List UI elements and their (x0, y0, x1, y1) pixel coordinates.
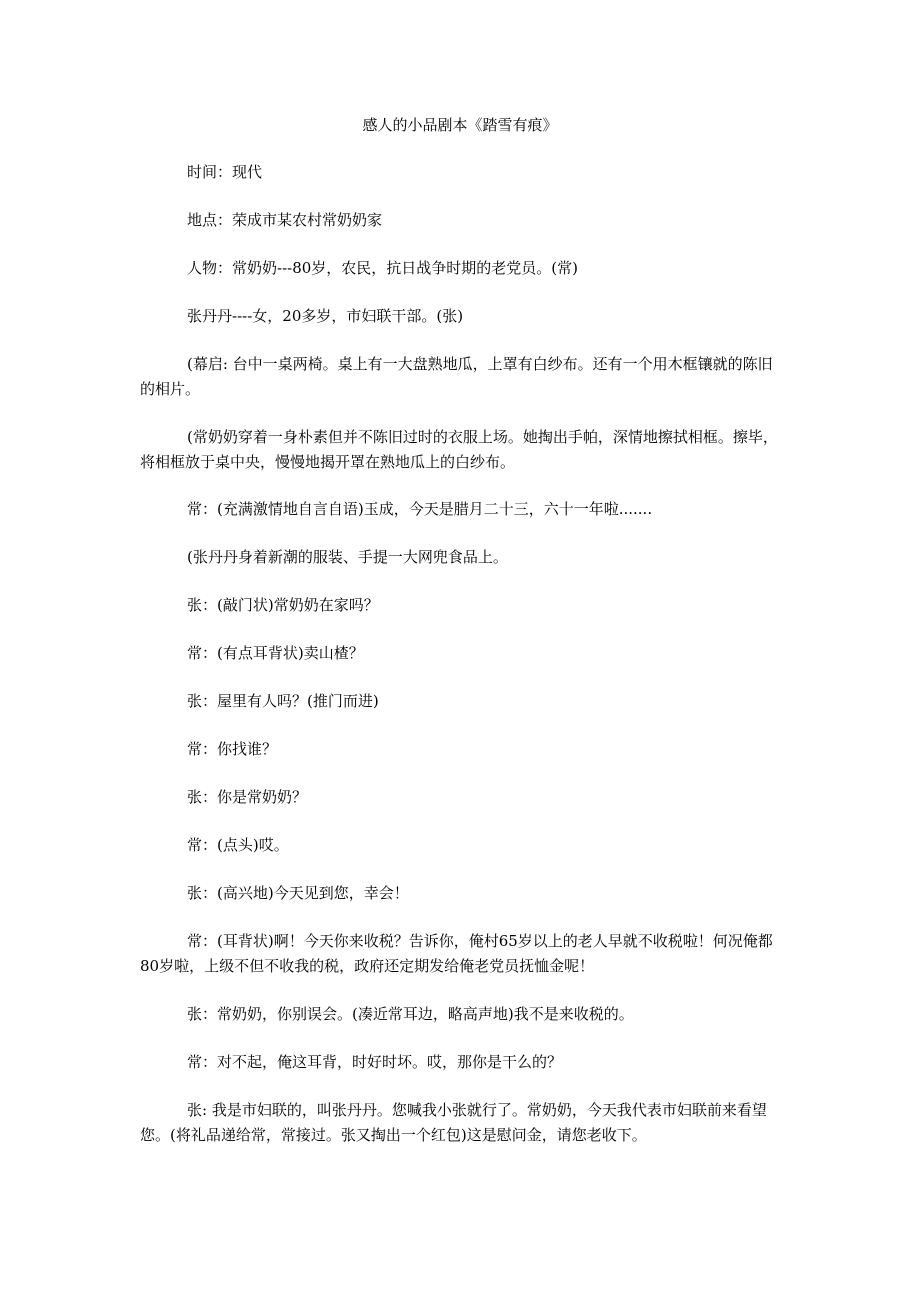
dialogue-line: 张：(敲门状)常奶奶在家吗？ (187, 596, 379, 614)
dialogue-line: 张：(高兴地)今天见到您，幸会！ (187, 884, 409, 902)
dialogue-line: 张: 我是市妇联的，叫张丹丹。您喊我小张就行了。常奶奶，今天我代表市妇联前来看望您。(将礼品递给常，常接过。张又掏出一个红包)这是慰问金，请您老收下。 (140, 1101, 767, 1144)
dialogue-line: 常：(有点耳背状)卖山楂？ (187, 644, 364, 662)
paragraph-character-zhang: 张丹丹----女，20多岁，市妇联干部。(张) (187, 307, 464, 325)
paragraph-stage-direction-zhang-enters: (张丹丹身着新潮的服装、手提一大网兜食品上。 (187, 548, 508, 566)
dialogue-line: 常：你找谁？ (187, 740, 278, 758)
paragraph-stage-direction-chang-enters: (常奶奶穿着一身朴素但并不陈旧过时的衣服上场。她掏出手帕，深情地擦拭相框。擦毕，将相框放于桌中央，慢慢地揭开罩在熟地瓜上的白纱布。 (140, 428, 778, 471)
paragraph-character-chang: 人物：常奶奶---80岁，农民，抗日战争时期的老党员。(常) (187, 259, 578, 277)
document-title: 感人的小品剧本《踏雪有痕》 (362, 116, 558, 134)
paragraph-location: 地点：荣成市某农村常奶奶家 (187, 211, 383, 229)
dialogue-line: 常：(耳背状)啊！今天你来收税？告诉你，俺村65岁以上的老人早就不收税啦！何况俺都80岁啦，上级不但不收我的税，政府还定期发给俺老党员抚恤金呢！ (140, 932, 773, 975)
paragraph-stage-direction-opening: (幕启: 台中一桌两椅。桌上有一大盘熟地瓜，上罩有白纱布。还有一个用木框镶就的陈旧的相片。 (140, 355, 773, 398)
paragraph-time: 时间：现代 (187, 163, 263, 181)
dialogue-line: 常：(点头)哎。 (187, 836, 289, 854)
dialogue-line: 张：你是常奶奶？ (187, 788, 308, 806)
dialogue-line: 常：对不起，俺这耳背，时好时坏。哎，那你是干么的？ (187, 1053, 563, 1071)
dialogue-line: 张：屋里有人吗？(推门而进) (187, 692, 379, 710)
dialogue-line: 常：(充满激情地自言自语)玉成，今天是腊月二十三，六十一年啦....... (187, 500, 653, 518)
dialogue-line: 张：常奶奶，你别误会。(凑近常耳边，略高声地)我不是来收税的。 (187, 1005, 634, 1023)
